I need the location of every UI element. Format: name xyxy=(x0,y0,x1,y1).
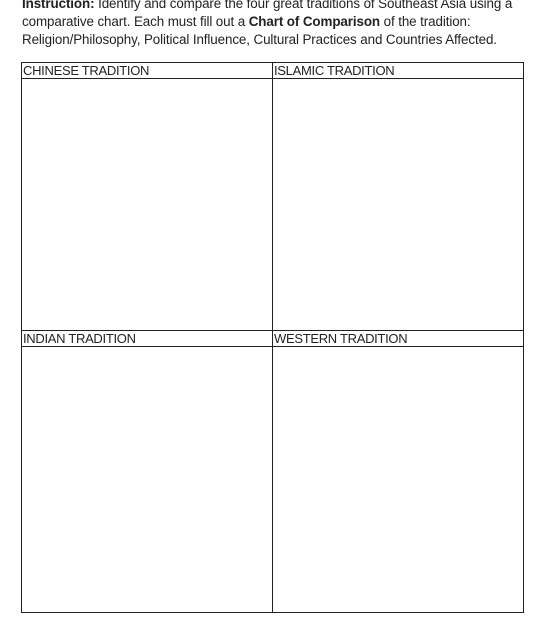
instruction-label: Instruction: xyxy=(22,0,95,11)
cell-indian-tradition[interactable] xyxy=(22,347,273,613)
header-indian-tradition: INDIAN TRADITION xyxy=(22,330,273,346)
header-row-bottom xyxy=(22,330,524,346)
header-islamic-tradition: ISLAMIC TRADITION xyxy=(273,63,524,79)
cell-islamic-tradition[interactable] xyxy=(273,79,524,331)
header-chinese-tradition: CHINESE TRADITION xyxy=(22,63,273,79)
cell-western-tradition[interactable] xyxy=(273,347,524,613)
comparison-chart xyxy=(21,62,524,613)
cell-chinese-tradition[interactable] xyxy=(22,79,273,331)
body-row-top xyxy=(22,79,524,331)
chart-name: Chart of Comparison xyxy=(248,14,380,29)
instruction-text-part-2: of the tradition: Religion/Philosophy, Political Influence, Cultural Practices and Countries Affected. xyxy=(22,14,497,47)
body-row-bottom xyxy=(22,347,524,613)
instruction-text-part-1: Identify and compare the four great traditions of Southeast Asia using a comparative chart. Each must fill out a xyxy=(22,0,513,29)
header-western-tradition: WESTERN TRADITION xyxy=(273,330,524,346)
header-row-top xyxy=(22,63,524,79)
instruction-paragraph xyxy=(22,0,527,49)
